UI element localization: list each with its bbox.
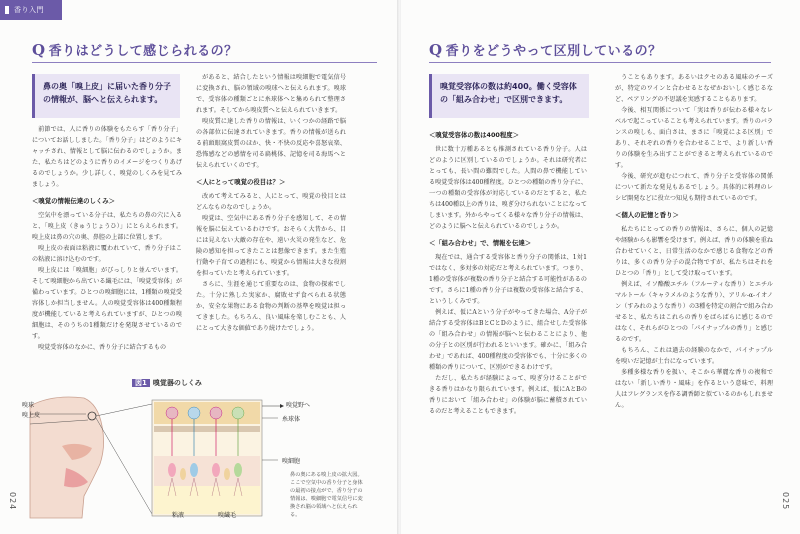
summary-box: 鼻の奥「嗅上皮」に届いた香り分子の情報が、脳へと伝えられます。 [32,74,180,118]
subheading: ＜嗅覚の情報伝達のしくみ＞ [32,197,116,205]
text-column-2 [196,72,346,372]
mucus-layer [154,486,260,514]
paragraph: さらに、生涯を通じて重要なのは、食物の探索でした。十分に熟した実家か、腐敗せず食べられる状態か、安全な果物にある食物の判断の基準を嗅覚は担ってきました。もちろん、良い風味を楽しむことも、人にとって大きな価値であり続けたでしょう。 [196,281,346,332]
paragraph: 例えば、イソ酪酸エチル（フルーティな香り）とエチルマルトール（キャラメルのような香り）、アリル-α-イオノン（すみれのような香り）の3種を特定の割合で組み合わせると、私たちはこれらの香りをばらばらに感じるのではなく、それらがひとつの「パイナップルの香り」と感じるのです。 [615,281,773,343]
paragraph: もちろん、これは過去の経験のなかで、パイナップルを嗅いだ記憶が土台になっています。 [615,347,773,365]
paragraph: 嗅上皮の表面は粘液に覆われていて、香り分子はこの粘液に溶け込むのです。 [32,245,182,263]
head-profile-shape [30,397,104,518]
glomerulus-4 [232,407,244,419]
olfactory-diagram [22,386,284,526]
heading-rule [429,62,771,63]
label-mucus: 粘液 [172,512,185,519]
text-column-1 [32,124,182,369]
label-olfactory-epithelium: 嗅上皮 [22,412,41,419]
glomerulus-2 [188,407,200,419]
label-glomerulus: 糸球体 [282,416,301,423]
paragraph: 前節では、人に香りの体験をもたらす「香り分子」についてお話ししました。「香り分子」はどのようにキャッチされ、情報として脳に伝わるのでしょうか。また、私たちはどのように香りのイメージをつくりあげるのでしょうか。少し詳しく、嗅覚のしくみを見てみましょう。 [32,126,182,188]
glomerulus-3 [210,407,222,419]
bone-layer [154,426,260,432]
paragraph: 空気中を漂っている分子は、私たちの鼻の穴に入ると、「嗅上皮（きゅうじょうひ）」にとらえられます。嗅上皮は鼻の穴の奥、鼻腔の上部に位置します。 [32,212,182,241]
subheading: ＜人にとって嗅覚の役目は？＞ [196,178,286,186]
paragraph: 嗅皮質に達した香りの情報は、いくつかの経路で脳の各部位に伝達されていきます。香りの情報が送られる前頭眼窩皮質のほか、快・不快の反応や喜怒哀楽、恐怖感などの感情を司る扁桃体、記憶を司る海馬へと伝えられていくのです。 [196,118,346,169]
label-olfactory-cell: 嗅細胞 [282,458,301,465]
arrow-head [280,404,284,408]
olfactory-figure [22,378,363,519]
paragraph: うこともあります。あるいはクセのある風味のチーズが、特定のワインと合わせるとなぜかおいしく感じるなど、ペアリングの不思議を実感することもあります。 [615,74,773,103]
paragraph: があると、結合したという情報は嗅細胞で電気信号に変換され、脳の領域の嗅球へと伝えられます。嗅球で、受容体の種類ごとに糸球体へと集められて整理されます。そしてから嗅皮質へと伝えられていきます。 [196,74,346,114]
paragraph: 多種多様な香りを扱い、そこから華麗な香りの複和ではない「新しい香り・風味」を作るという意味で、料理人はフレグランスを作る調香師と似ているのかもしれません。 [615,369,773,409]
figure-caption: 鼻の奥にある嗅上皮の拡大図。ここで空気中の香り分子と身体の最初の接点がで、香り分子の情報は、嗅細胞で電気信号に変換され脳の領域へと伝えられる。 [290,472,363,518]
label-to-cortex: 嗅覚野へ [286,402,311,409]
paragraph: 例えば、仮にAという分子がやってきた場合、A分子が結合する受容体はBとCとDのように、組合せした受容体の「組み合わせ」の情報が脳へと伝わることにより、他の分子との区別が行われるといいます。確かに、「組み合わせ」であれば、400種程度の受容体でも、十分に多くの種類の香りについて、区別ができるわけです。 [429,309,587,371]
paragraph: 嗅覚は、空気中にある香り分子を感知して、その情報を脳に伝えているわけです。おそらく大昔から、目には見えない大敵の存在や、遠い火災の発生など、危険の感知を担ってきたことは想像できます。また生殖行動や子育ての過程にも、嗅覚から情報は大きな役割を担っていたと考えられています。 [196,215,346,277]
heading-rule [32,62,377,63]
glomerulus-1 [166,407,178,419]
subheading: ＜嗅覚受容体の数は400程度＞ [429,131,520,139]
paragraph: 私たちにとっての香りの情報は、さらに、個人の記憶や経験からも影響を受けます。例えば、香りの体験を重ね合わせていくと、日常生活のなかで感じる食物などの香りは、多くの香り分子の混合物ですが、私たちはそれをひとつの「香り」として受け取っています。 [615,226,773,277]
paragraph: 現在では、通合する受容体と香り分子の関係は、1対1ではなく、多対多の対応だと考えられています。つまり、1種の受容体が複数の香り分子と結合する可能性があるのです。さらに1種の香り分子は複数の受容体と結合する、というしくみです。 [429,254,587,305]
heading-text: 香りをどうやって区別しているの？ [445,44,662,59]
q-mark: Q [32,41,46,59]
right-page [401,0,800,534]
left-page [0,0,399,534]
subheading: ＜個人の記憶と香り＞ [615,211,679,219]
paragraph: 改めて考えてみると、人にとって、嗅覚の役目とはどんなものなのでしょうか。 [196,193,346,211]
paragraph: 今後、相互関係について「実は香りが伝わる様々なレベルで起こっていることも考えられています。香りのバランスの嗅しも、面白さは、まさに「嗅覚による区別」であり、それぞれの香りを合わせることで、より新しい香りの体験を生み出すことができると考えられているのです。 [615,107,773,169]
subheading: ＜「組み合わせ」で、情報を伝達＞ [429,239,532,247]
left-question-heading [32,40,238,59]
page-number-left: 024 [8,491,17,510]
zoom-line-bottom [96,418,152,514]
figure-title-text: 嗅覚器のしくみ [152,379,202,387]
figure-number: 図1 [132,379,150,387]
paragraph: 嗅上皮には「嗅細胞」がびっしりと並んでいます。そして嗅細胞から出ている繊毛には、「嗅覚受容体」が備わっています。ひとつの嗅細胞には、1種類の嗅覚受容体しか担当しません。人の嗅覚受容体は400種類程度が機能していると考えられていますが、ひとつの嗅細胞は、そのうちの1種類だけを発現させているのです。 [32,267,182,340]
zoom-line-top [96,404,152,416]
heading-text: 香りはどうして感じられるの？ [48,44,238,59]
page-number-right: 025 [781,491,790,510]
summary-box: 嗅覚受容体の数は約400。働く受容体の「組み合わせ」で区別できます。 [429,74,589,118]
section-tab: 香り入門 [0,0,62,20]
text-column-2 [615,72,773,512]
paragraph: 今後、研究が進むにつれて、香り分子と受容体の関係について新たな発見もあるでしょう。具体的に料理のレシピ開発などに役立つ知見も期待されているのです。 [615,173,773,202]
q-mark: Q [429,41,443,59]
paragraph: ただし、私たちが経験によって、嗅ぎ分けることができる香りはかなり限られています。例えば、仮にAとBの香りにおいて「組み合わせ」の体験が脳に蓄積されているのだと考えることもできます。 [429,375,587,415]
label-olfactory-bulb: 嗅球 [22,402,35,409]
label-cilia: 嗅繊毛 [218,512,237,519]
paragraph: 嗅覚受容体のなかに、香り分子に結合するもの [38,344,167,351]
paragraph: 世に数十万種あるとも推測されている香り分子。人はどのように区別しているのでしょうか。それは研究者にとっても、長い間の難問でした。人間の鼻で機能している嗅覚受容体は400種程度。ひとつの種類の香り分子に、一つの種類の受容体が対応しているのだとすると、私たちは400種以上の香りは、嗅ぎ分けられないことになってしまいます。外からやってくる様々な香り分子の情報は、どのように脳へと伝えられているのでしょうか。 [429,146,587,230]
text-column-1 [429,124,587,514]
right-question-heading [429,40,662,59]
